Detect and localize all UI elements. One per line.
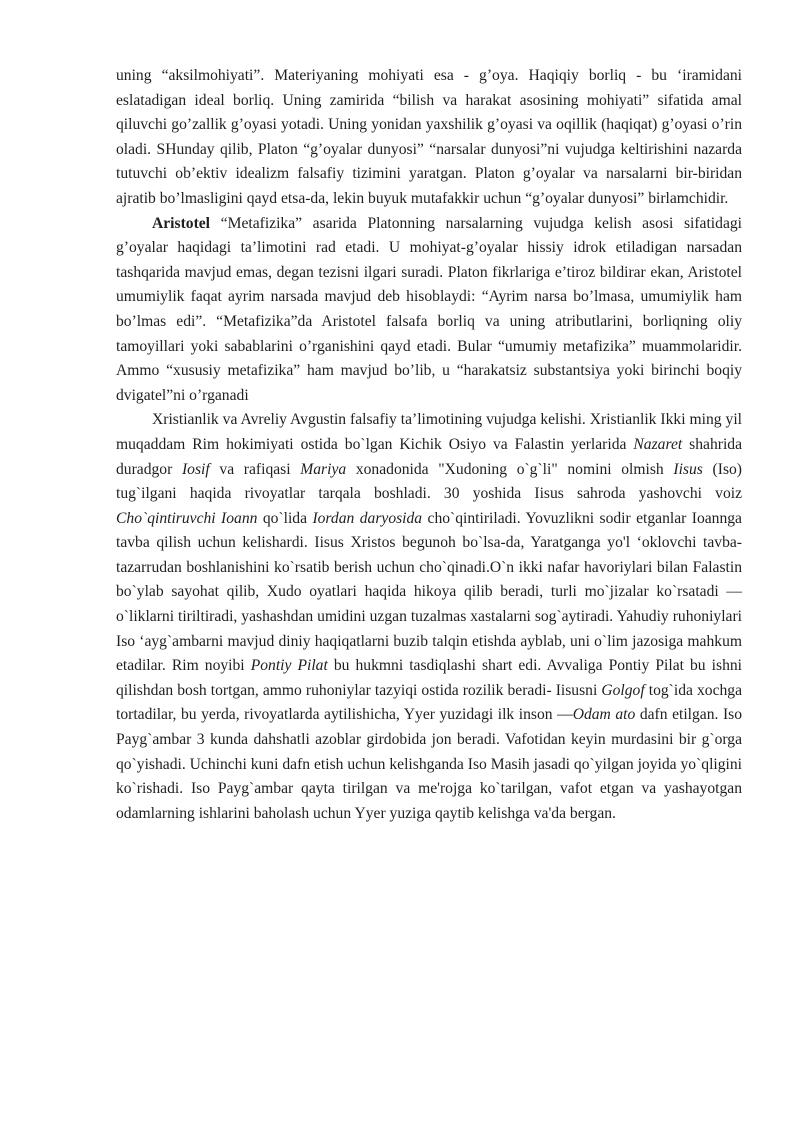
text-run: (Iso) tug`ilgani haqida rivoyatlar tarqala boshladi. 30 yoshida Iisus sahroda yashovchi voiz xyxy=(116,460,743,503)
document-page xyxy=(116,64,742,826)
text-run: va rafiqasi xyxy=(209,460,301,478)
term-aristotel: Aristotel xyxy=(152,214,211,232)
text-run: xonadonida "Xudoning o`g`li" nomini olmish xyxy=(346,460,674,478)
text-run: cho`qintiriladi. Yovuzlikni sodir etganlar Ioannga tavba qilish uchun kelishardi. Iisus Xristos begunoh bo`lsa-da, Yaratganga yo'l ‘oklovchi tavba-tazarrudan boshlanishini ko`rsatib berish uchun cho`qinadi.O`n ikki nafar havoriylari bilan Falastin bo`ylab sayohat qilib, Xudo oyatlari haqida hikoya qilib beradi, turli mo`jizalar ko`rsatadi — o`liklarni tiriltiradi, yashashdan umidini uzgan tuzalmas xastalarni sog`aytiradi. Yahudiy ruhoniylari Iso ‘ayg`ambarni mavjud diniy haqiqatlarni buzib talqin etishda ayblab, uni o`lim jazosiga mahkum etadilar. Rim noyibi xyxy=(116,509,742,675)
term-iosif: Iosif xyxy=(181,460,210,478)
term-iordan: Iordan daryosida xyxy=(312,509,423,527)
text-run: tog`ida xochga tortadilar, bu yerda, rivoyatlarda aytilishicha, Yyer yuzidagi ilk inson — xyxy=(116,681,743,724)
paragraph-aristotel xyxy=(116,212,742,409)
text-run: Xristianlik va Avreliy Avgustin falsafiy ta’limotining vujudga kelishi. Xristianlik Ikki ming yil muqaddam Rim hokimiyati ostida bo`lgan Kichik Osiyo va Falastin yerlarida xyxy=(116,411,742,453)
term-odam-ato: Odam ato xyxy=(572,706,636,724)
term-iisus: Iisus xyxy=(673,460,703,478)
term-pontiy-pilat: Pontiy Pilat xyxy=(250,657,328,675)
text-run: shahrida duradgor xyxy=(116,435,742,478)
text-run: bu hukmni tasdiqlashi shart edi. Avvaliga Pontiy Pilat bu ishni qilishdan bosh tortgan, ammo ruhoniylar tazyiqi ostida rozilik beradi- Iisusni xyxy=(116,657,742,699)
text-run: qo`lida xyxy=(257,509,313,527)
text-run: “Metafizika” asarida Platonning narsalarning vujudga kelish asosi sifatidagi g’oyalar haqidagi ta’limotini rad etadi. U mohiyat-g’oyalar hissiy idrok etiladigan narsadan tashqarida mavjud emas, degan tezisni ilgari suradi. Platon fikrlariga e’tiroz bildirar ekan, Aristotel umumiylik faqat ayrim narsada mavjud deb hisoblaydi: “Ayrim narsa bo’lmasa, umumiylik ham bo’lmas edi”. “Metafizika”da Aristotel falsafa borliq va uning atributlarini, borliqning oliy tamoyillari yoki sabablarini o’rganishini qayd etadi. Bular “umumiy metafizika” muammolaridir. Ammo “xususiy metafizika” ham mavjud bo’lib, u “harakatsiz substantsiya yoki birinchi boqiy dvigatel”ni o’rganadi xyxy=(116,214,742,404)
term-ioann: Cho`qintiruvchi Ioann xyxy=(116,509,258,527)
text-run: dafn etilgan. Iso Payg`ambar 3 kunda dahshatli azoblar girdobida jon beradi. Vafotidan keyin murdasini bir g`orga qo`yishadi. Uchinchi kuni dafn etish uchun kelishganda Iso Masih jasadi qo`yilgan joyida yo`qligini ko`rishadi. Iso Payg`ambar qayta tirilgan va me'rojga ko`tarilgan, vafot etgan va yashayotgan odamlarning ishlarini baholash uchun Yyer yuziga qaytib kelishga va'da bergan. xyxy=(116,706,743,822)
paragraph-platon xyxy=(116,64,742,212)
term-nazaret: Nazaret xyxy=(633,435,683,453)
term-golgof: Golgof xyxy=(601,681,645,699)
paragraph-xristianlik xyxy=(116,408,742,826)
text-run: uning “aksilmohiyati”. Materiyaning mohiyati esa - g’oya. Haqiqiy borliq - bu ‘iramidani eslatadigan ideal borliq. Uning zamirida “bilish va harakat asosining mohiyati” sifatida amal qiluvchi go’zallik g’oyasi yotadi. Uning yonidan yaxshilik g’oyasi va oqillik (haqiqat) g’oyasi o’rin oladi. SHunday qilib, Platon “g’oyalar dunyosi” “narsalar dunyosi”ni vujudga keltirishini nazarda tutuvchi ob’ektiv idealizm falsafiy tizimini yaratgan. Platon g’oyalar va narsalarni bir-biridan ajratib bo’lmasligini qayd etsa-da, lekin buyuk mutafakkir uchun “g’oyalar dunyosi” birlamchidir. xyxy=(116,67,742,207)
term-mariya: Mariya xyxy=(300,460,347,478)
